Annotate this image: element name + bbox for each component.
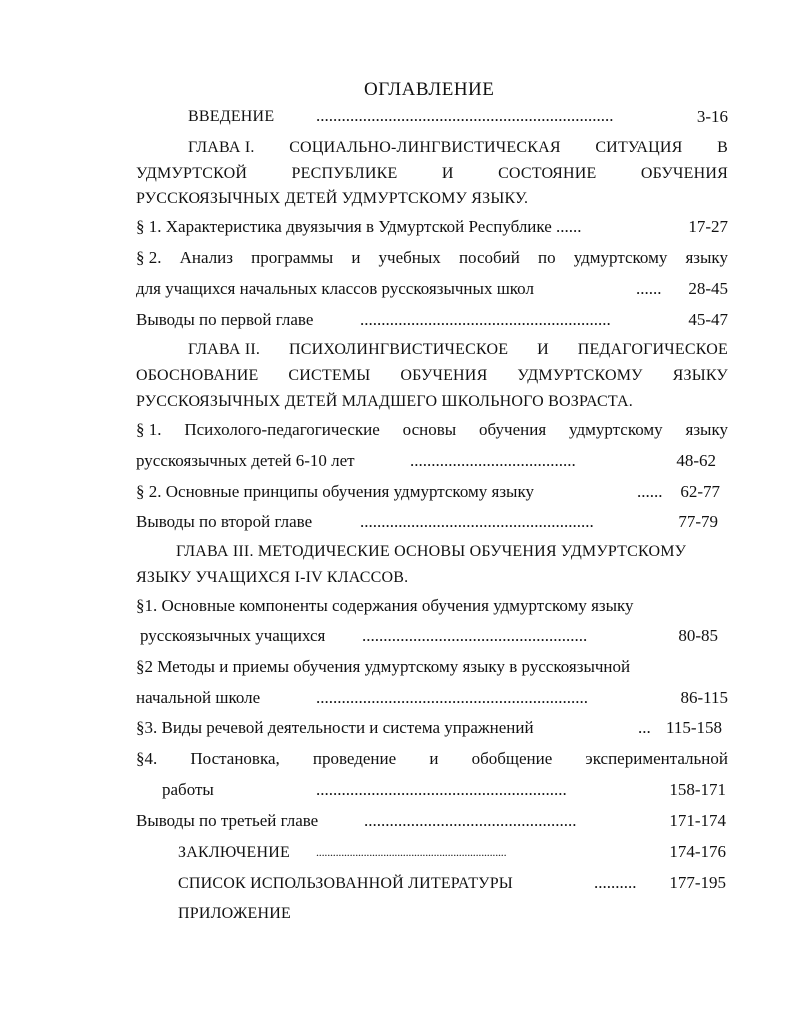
- chapter3-section4-pages: 158-171: [669, 780, 726, 799]
- word: ПСИХОЛИНГВИСТИЧЕСКОЕ: [289, 341, 509, 358]
- chapter3-section2-line2-text: начальной школе: [136, 688, 261, 707]
- chapter1-section2-line1: [136, 248, 728, 268]
- chapter2-section1-dots: .......................................: [410, 451, 576, 470]
- word: §4.: [136, 749, 158, 768]
- word: ГЛАВА I.: [188, 139, 255, 156]
- conclusion-dots: ....................................................................: [316, 845, 507, 859]
- chapter3-section1-dots: .....................................................: [362, 626, 588, 645]
- chapter3-section1-pages: 80-85: [678, 626, 718, 645]
- chapter3-conclusion-dots: ..................................................: [364, 811, 577, 830]
- chapter3-conclusion-text: Выводы по третьей главе: [136, 811, 319, 830]
- chapter2-heading-line2: [136, 366, 728, 386]
- word: УДМУРТСКОЙ: [136, 165, 248, 182]
- conclusion-pages: 174-176: [669, 842, 726, 861]
- word: Психолого-педагогические: [184, 420, 380, 439]
- chapter3-section4-dots: ...........................................................: [316, 780, 567, 799]
- word: РЕСПУБЛИКЕ: [291, 165, 398, 182]
- chapter1-section1-text: § 1. Характеристика двуязычия в Удмуртской Республике ......: [136, 217, 582, 236]
- chapter2-conclusion-text: Выводы по второй главе: [136, 512, 313, 531]
- page-title: ОГЛАВЛЕНИЕ: [364, 79, 495, 100]
- appendix-label: ПРИЛОЖЕНИЕ: [178, 905, 292, 922]
- chapter1-heading-line2: [136, 164, 728, 184]
- chapter2-heading-line3: РУССКОЯЗЫЧНЫХ ДЕТЕЙ МЛАДШЕГО ШКОЛЬНОГО ВОЗРАСТА.: [136, 393, 633, 410]
- chapter3-section4-line1: [136, 749, 728, 769]
- word: И: [441, 165, 454, 182]
- intro-dots: ......................................................................: [316, 106, 614, 125]
- chapter2-section1-line1: [136, 420, 728, 440]
- chapter3-section2-line1: §2 Методы и приемы обучения удмуртскому языку в русскоязычной: [136, 657, 631, 676]
- chapter3-section3-pages: 115-158: [665, 718, 722, 737]
- chapter1-section2-line2-text: для учащихся начальных классов русскоязычных школ: [136, 279, 534, 298]
- word: и: [351, 248, 361, 267]
- intro-pages: 3-16: [696, 107, 728, 126]
- references-label: СПИСОК ИСПОЛЬЗОВАННОЙ ЛИТЕРАТУРЫ: [178, 875, 513, 892]
- word: ОБУЧЕНИЯ: [640, 165, 728, 182]
- word: ЯЗЫКУ: [672, 367, 728, 384]
- conclusion-label: ЗАКЛЮЧЕНИЕ: [178, 844, 290, 861]
- chapter3-section3-text: §3. Виды речевой деятельности и система упражнений: [136, 718, 534, 737]
- word: по: [537, 248, 556, 267]
- word: § 2.: [136, 248, 162, 267]
- word: пособий: [458, 248, 520, 267]
- word: и: [429, 749, 439, 768]
- word: СИТУАЦИЯ: [595, 139, 683, 156]
- word: удмуртскому: [569, 420, 663, 439]
- references-pages: 177-195: [669, 873, 726, 892]
- word: § 1.: [136, 420, 162, 439]
- word: основы: [402, 420, 457, 439]
- word: обучения: [479, 420, 547, 439]
- chapter1-section2-dots: ......: [636, 279, 662, 298]
- chapter1-heading-line3: РУССКОЯЗЫЧНЫХ ДЕТЕЙ УДМУРТСКОМУ ЯЗЫКУ.: [136, 190, 529, 207]
- chapter1-heading-line1: [188, 138, 728, 158]
- chapter2-section2-dots: ......: [637, 482, 663, 501]
- chapter2-conclusion-pages: 77-79: [678, 512, 718, 531]
- chapter3-conclusion-pages: 171-174: [669, 811, 726, 830]
- chapter1-conclusion-dots: ...........................................................: [360, 310, 611, 329]
- chapter2-section1-pages: 48-62: [676, 451, 716, 470]
- chapter1-section2-pages: 28-45: [688, 279, 728, 298]
- chapter1-conclusion-text: Выводы по первой главе: [136, 310, 314, 329]
- chapter3-section1-line1: §1. Основные компоненты содержания обучения удмуртскому языку: [136, 596, 634, 615]
- chapter1-section1-pages: 17-27: [688, 217, 728, 236]
- word: удмуртскому: [573, 248, 668, 267]
- chapter2-section2-pages: 62-77: [680, 482, 720, 501]
- references-dots: ..........: [594, 873, 637, 892]
- word: ПЕДАГОГИЧЕСКОЕ: [577, 341, 728, 358]
- word: СОЦИАЛЬНО-ЛИНГВИСТИЧЕСКАЯ: [289, 139, 561, 156]
- chapter1-conclusion-pages: 45-47: [688, 310, 728, 329]
- word: Постановка,: [190, 749, 280, 768]
- chapter3-section3-dots: ...: [638, 718, 651, 737]
- word: обобщение: [471, 749, 553, 768]
- word: экспериментальной: [585, 749, 728, 768]
- chapter3-heading-line2: ЯЗЫКУ УЧАЩИХСЯ I-IV КЛАССОВ.: [136, 569, 409, 586]
- chapter3-heading-line1: ГЛАВА III. МЕТОДИЧЕСКИЕ ОСНОВЫ ОБУЧЕНИЯ УДМУРТСКОМУ: [176, 543, 687, 560]
- word: учебных: [378, 248, 441, 267]
- chapter3-section1-line2-text: русскоязычных учащихся: [140, 626, 326, 645]
- word: УДМУРТСКОМУ: [517, 367, 643, 384]
- word: программы: [251, 248, 334, 267]
- word: проведение: [312, 749, 397, 768]
- word: СОСТОЯНИЕ: [498, 165, 597, 182]
- word: языку: [685, 248, 728, 267]
- intro-label: ВВЕДЕНИЕ: [188, 108, 275, 125]
- word: Анализ: [179, 248, 233, 267]
- word: ОБОСНОВАНИЕ: [136, 367, 259, 384]
- chapter3-section2-dots: ................................................................: [316, 688, 588, 707]
- chapter2-section1-line2-text: русскоязычных детей 6-10 лет: [136, 451, 355, 470]
- chapter3-section2-pages: 86-115: [680, 688, 728, 707]
- word: ГЛАВА II.: [188, 341, 261, 358]
- word: СИСТЕМЫ: [288, 367, 371, 384]
- word: языку: [685, 420, 728, 439]
- word: ОБУЧЕНИЯ: [400, 367, 488, 384]
- word: В: [717, 139, 728, 156]
- chapter2-conclusion-dots: .......................................................: [360, 512, 594, 531]
- chapter3-section4-line2-text: работы: [162, 780, 214, 799]
- chapter2-heading-line1: [188, 340, 728, 360]
- word: И: [537, 341, 549, 358]
- chapter2-section2-text: § 2. Основные принципы обучения удмуртскому языку: [136, 482, 534, 501]
